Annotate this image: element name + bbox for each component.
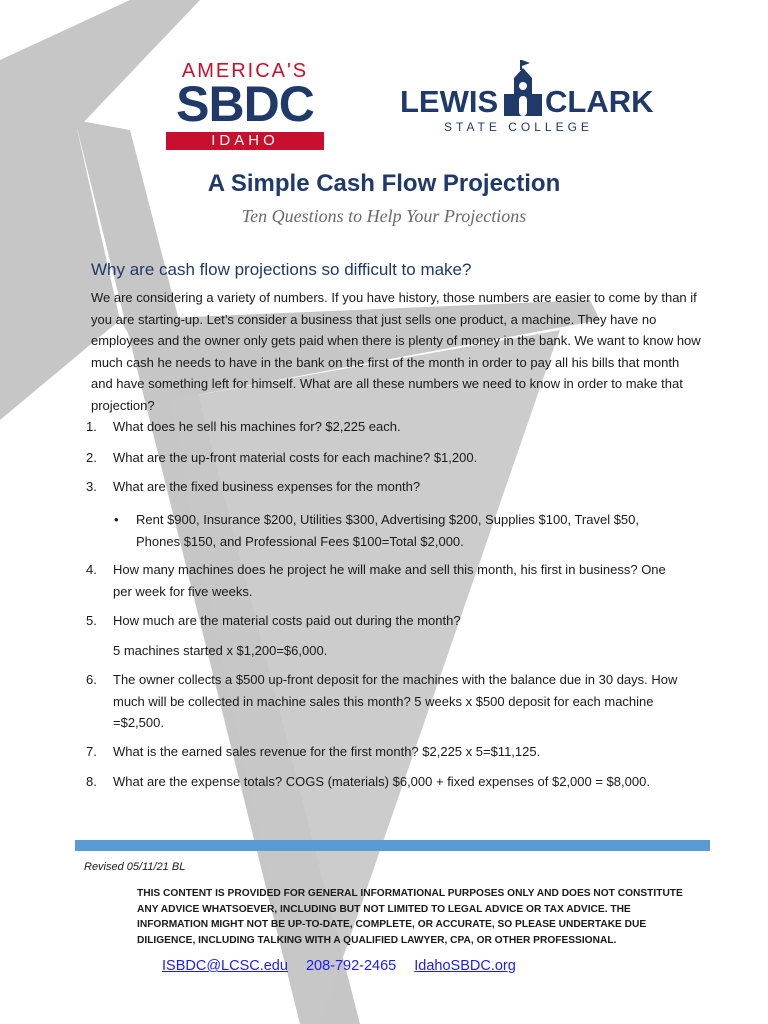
- page-title: A Simple Cash Flow Projection: [207, 170, 561, 197]
- sbdc-logo-top: AMERICA'S: [181, 60, 309, 82]
- question-text: What are the fixed business expenses for the month?: [113, 479, 421, 494]
- question-text: What are the expense totals? COGS (materials) $6,000 + fixed expenses of $2,000 = $8,000.: [113, 774, 650, 789]
- question-text: How much are the material costs paid out during the month?: [113, 613, 461, 628]
- lcsc-logo-sub: STATE COLLEGE: [444, 120, 593, 134]
- question-number: 1.: [86, 419, 97, 434]
- sbdc-logo-main: SBDC: [176, 76, 314, 132]
- section-heading: Why are cash flow projections so difficult to make?: [91, 260, 472, 279]
- bullet-icon: •: [114, 512, 119, 527]
- question-text: What are the up-front material costs for each machine? $1,200.: [113, 450, 478, 465]
- question-number: 8.: [86, 774, 97, 789]
- question-text: What does he sell his machines for? $2,225 each.: [113, 419, 401, 434]
- sbdc-logo-band: IDAHO: [166, 132, 324, 150]
- question-5-answer: 5 machines started x $1,200=$6,000.: [113, 643, 328, 658]
- question-number: 2.: [86, 450, 97, 465]
- intro-paragraph: We are considering a variety of numbers. If you have history, those numbers are easier to come by than if you are starting-up. Let’s consider a business that just sells one product, a machine. They have no employees and the owner only gets paid when there is plenty of money in the bank. We want to know how much cash he needs to have in the bank on the first of the month in order to pay all his bills that month and have something left for himself. What are all these numbers we need to know in order to make that projection?: [91, 290, 701, 413]
- sbdc-logo: [162, 58, 328, 152]
- question-text: The owner collects a $500 up-front deposit for the machines with the balance due in 30 days. How much will be collected in machine sales this month? 5 weeks x $500 deposit for each machine =$2,500.: [113, 672, 678, 731]
- question-number: 3.: [86, 479, 97, 494]
- lcsc-logo-name: [400, 84, 654, 120]
- lcsc-logo: [400, 60, 654, 140]
- lcsc-logo-left: LEWIS: [400, 84, 499, 119]
- phone-number: 208-792-2465: [305, 958, 397, 974]
- footer-divider-bar: [75, 840, 710, 851]
- question-number: 6.: [86, 672, 97, 687]
- website-link[interactable]: IdahoSBDC.org: [414, 958, 516, 974]
- email-link[interactable]: ISBDC@LCSC.edu: [162, 958, 288, 974]
- revised-note: Revised 05/11/21 BL: [84, 861, 186, 873]
- bullet-text: Rent $900, Insurance $200, Utilities $300, Advertising $200, Supplies $100, Travel $50, Phones $150, and Professional Fees $100=Total $2,000.: [136, 512, 639, 549]
- question-number: 5.: [86, 613, 97, 628]
- question-text: What is the earned sales revenue for the first month? $2,225 x 5=$11,125.: [113, 744, 541, 759]
- question-number: 7.: [86, 744, 97, 759]
- contact-line: [162, 958, 516, 974]
- page-subtitle: Ten Questions to Help Your Projections: [241, 206, 527, 226]
- question-text: How many machines does he project he will make and sell this month, his first in business? One per week for five weeks.: [113, 562, 666, 599]
- disclaimer: THIS CONTENT IS PROVIDED FOR GENERAL INFORMATIONAL PURPOSES ONLY AND DOES NOT CONSTITUTE ANY ADVICE WHATSOEVER, INCLUDING BUT NOT LIMITED TO LEGAL ADVICE OR TAX ADVICE. THE INFORMATION MIGHT NOT BE UP-TO-DATE, COMPLETE, OR ACCURATE, SO PLEASE UNDERTAKE DUE DILIGENCE, INCLUDING TALKING WITH A QUALIFIED LAWYER, CPA, OR OTHER PROFESSIONAL.: [137, 888, 683, 946]
- lcsc-logo-right: CLARK: [545, 84, 654, 119]
- question-number: 4.: [86, 562, 97, 577]
